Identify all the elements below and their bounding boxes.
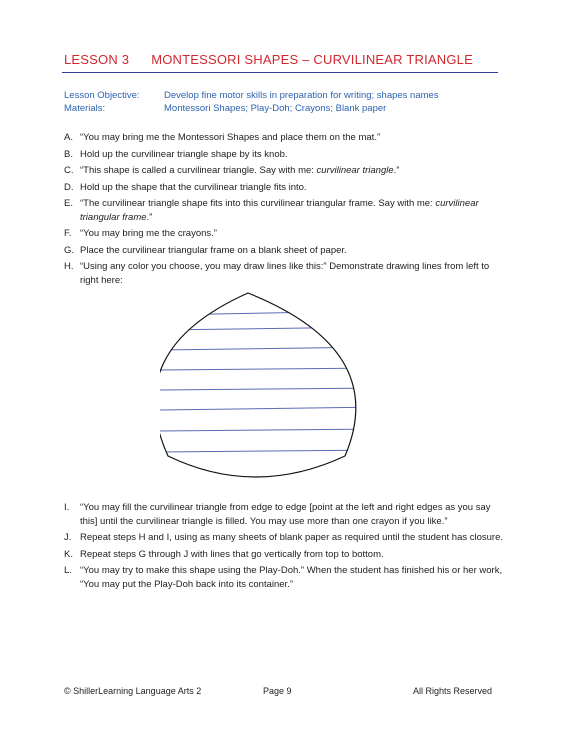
steps-list-bottom [64, 501, 504, 591]
lesson-number: LESSON 3 [64, 52, 130, 67]
steps-list-top [64, 131, 504, 287]
curvilinear-triangle-outline [160, 293, 356, 477]
step-l: L. “You may try to make this shape using the Play-Doh.” When the student has finished his or her work, “You may put the Play-Doh back into its container.” [64, 565, 503, 590]
footer-page-number: Page 9 [263, 686, 292, 696]
lesson-name: MONTESSORI SHAPES – CURVILINEAR TRIANGLE [151, 52, 473, 67]
step-d: D. Hold up the shape that the curvilinear triangle fits into. [64, 181, 307, 193]
objective-label: Lesson Objective: [64, 90, 140, 101]
step-h: H. “Using any color you choose, you may draw lines like this:” Demonstrate drawing lines from left to right here: [64, 261, 490, 286]
step-b: B. Hold up the curvilinear triangle shape by its knob. [64, 148, 288, 160]
title-divider [62, 72, 498, 73]
practice-line [160, 327, 380, 330]
step-f: F. “You may bring me the crayons.” [64, 228, 217, 239]
step-j: J. Repeat steps H and I, using as many sheets of blank paper as required until the student has closure. [64, 532, 504, 543]
step-a: A. “You may bring me the Montessori Shapes and place them on the mat.” [64, 132, 381, 143]
materials-label: Materials: [64, 103, 106, 114]
lesson-title [64, 52, 494, 67]
lesson-materials [64, 103, 386, 114]
step-c: C. “This shape is called a curvilinear triangle. Say with me: curvilinear triangle.” [64, 165, 400, 176]
objective-value: Develop fine motor skills in preparation for writing; shapes names [164, 90, 439, 101]
practice-line [160, 347, 380, 350]
footer-copyright: © ShillerLearning Language Arts 2 [64, 686, 202, 696]
materials-value: Montessori Shapes; Play-Doh; Crayons; Blank paper [164, 103, 387, 114]
curvilinear-triangle-drawing [160, 290, 380, 490]
step-e: E. “The curvilinear triangle shape fits into this curvilinear triangular frame. Say with me: curvilinear triangular frame.” [64, 198, 479, 223]
practice-line [160, 311, 380, 315]
lesson-objective [64, 90, 439, 101]
practice-line [160, 429, 380, 431]
step-g: G. Place the curvilinear triangular frame on a blank sheet of paper. [64, 244, 347, 256]
step-i: I. “You may fill the curvilinear triangle from edge to edge [point at the left and right edges as you say this] until the curvilinear triangle is filled. You may use more than one crayon if you like.” [64, 502, 491, 527]
step-k: K. Repeat steps G through J with lines that go vertically from top to bottom. [64, 548, 384, 560]
practice-line [160, 388, 380, 390]
footer-rights: All Rights Reserved [413, 686, 493, 696]
practice-line [160, 407, 380, 410]
practice-lines [160, 311, 380, 452]
